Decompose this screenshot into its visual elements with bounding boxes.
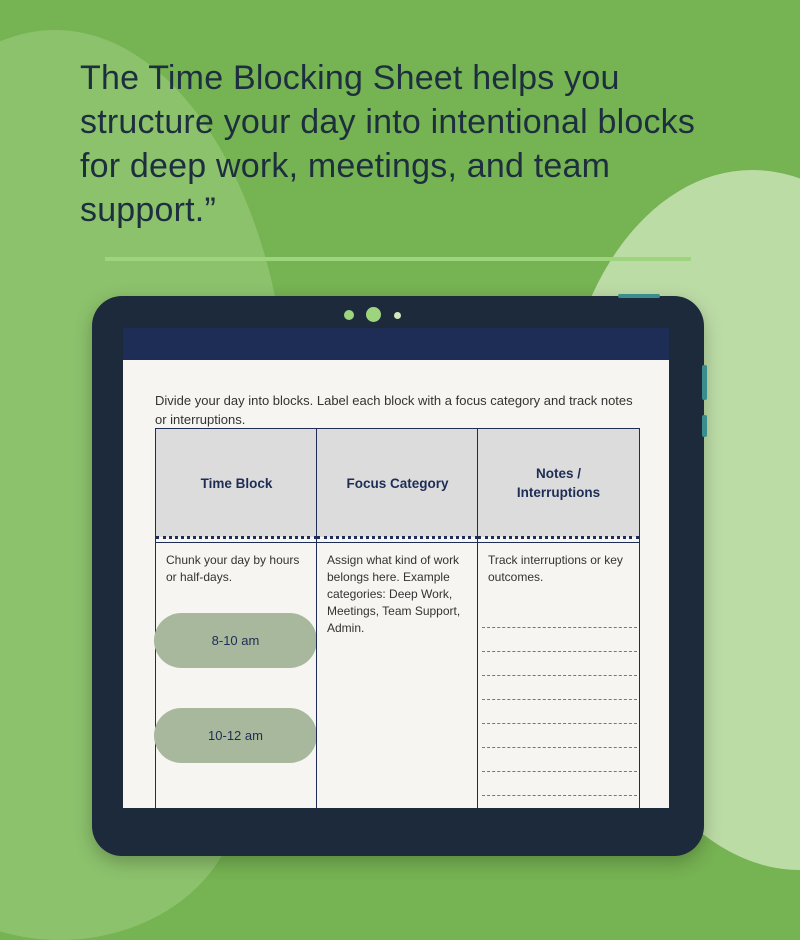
header-divider-dotted: [156, 536, 317, 539]
time-block-pill[interactable]: [154, 708, 317, 763]
header-divider: [156, 542, 317, 543]
header-divider: [317, 542, 478, 543]
tablet-camera-icon: [366, 307, 381, 322]
column-header-notes: [478, 428, 639, 537]
note-line[interactable]: [482, 651, 637, 652]
note-line[interactable]: [482, 771, 637, 772]
column-focus-category: [316, 428, 478, 808]
note-line[interactable]: [482, 795, 637, 796]
column-time-block: [155, 428, 317, 808]
note-line[interactable]: [482, 747, 637, 748]
header-divider-dotted: [317, 536, 478, 539]
column-header-time-block: [156, 428, 317, 537]
column-description: Track interruptions or key outcomes.: [488, 553, 623, 584]
divider-line: [105, 257, 691, 261]
column-notes-interruptions: [477, 428, 640, 808]
sheet-instructions: Divide your day into blocks. Label each block with a focus category and track notes or interruptions.: [155, 393, 633, 427]
note-line[interactable]: [482, 723, 637, 724]
tablet-volume-down-button: [702, 415, 707, 437]
tablet-sensor-dot: [344, 310, 354, 320]
tablet-light-dot: [394, 312, 401, 319]
column-header-focus-category: [317, 428, 478, 537]
header-divider-dotted: [478, 536, 639, 539]
tablet-screen: [123, 328, 669, 808]
header-divider: [478, 542, 639, 543]
screen-header-bar: [123, 328, 669, 360]
column-description: Chunk your day by hours or half-days.: [166, 553, 300, 584]
note-line[interactable]: [482, 675, 637, 676]
note-line[interactable]: [482, 627, 637, 628]
tablet-volume-up-button: [702, 365, 707, 400]
tablet-power-button: [618, 294, 660, 298]
time-blocking-table: [155, 428, 640, 808]
headline: The Time Blocking Sheet helps you structure your day into intentional blocks for deep work, meetings, and team support.”: [80, 59, 696, 229]
time-block-label: 8-10 am: [211, 633, 260, 648]
column-description: Assign what kind of work belongs here. Example categories: Deep Work, Meetings, Team Support, Admin.: [327, 553, 461, 635]
note-line[interactable]: [482, 699, 637, 700]
column-header-label: Time Block: [200, 475, 273, 491]
column-header-label: Notes / Interruptions: [516, 466, 601, 500]
time-block-label: 10-12 am: [208, 728, 263, 743]
time-block-pill[interactable]: [154, 613, 317, 668]
column-header-label: Focus Category: [346, 475, 449, 491]
